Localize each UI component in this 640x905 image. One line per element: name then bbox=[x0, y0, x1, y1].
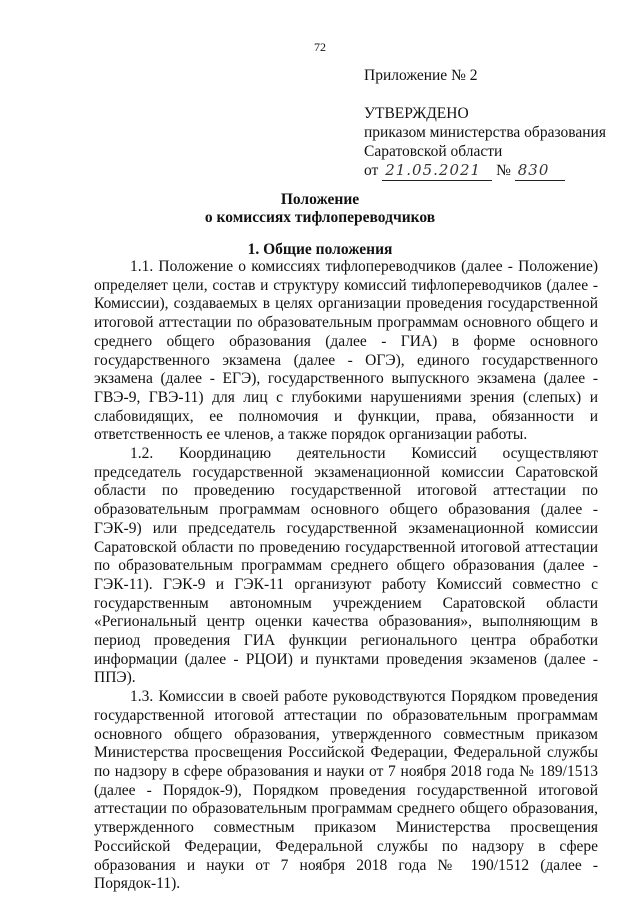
paragraph-1-3: 1.3. Комиссии в своей работе руководствуются Порядком проведения государственной итоговой аттестации по образовательным программам основного общего образования, утвержденного совместным приказом Министерства просвещения Российской Федерации, Федеральной службы по надзору в сфере образования и науки от 7 ноября 2018 года № 189/1513 (далее - Порядок-9), Порядком проведения государственной итоговой аттестации по образовательным программам среднего общего образования, утвержденного совместным приказом Министерства просвещения Российской Федерации, Федеральной службы по надзору в сфере образования и науки от 7 ноября 2018 года № 190/1512 (далее - Порядок-11). bbox=[94, 688, 598, 893]
order-line-1: приказом министерства образования bbox=[364, 124, 606, 141]
from-label: от bbox=[364, 162, 379, 179]
approval-block bbox=[364, 104, 614, 181]
order-line-2: Саратовской области bbox=[364, 143, 503, 160]
document-title: Положение bbox=[280, 191, 360, 208]
handwritten-number: 830 bbox=[515, 161, 565, 181]
section-heading: 1. Общие положения bbox=[247, 241, 393, 258]
approved-heading: УТВЕРЖДЕНО bbox=[364, 105, 469, 122]
paragraph-1-2: 1.2. Координацию деятельности Комиссий осуществляют председатель государственной экзаменационной комиссии Саратовской области по проведению государственной итоговой аттестации по образовательным программам основного общего образования (далее - ГЭК-9) или председатель государственной экзаменационной комиссии Саратовской области по проведению государственной итоговой аттестации по образовательным программам среднего общего образования (далее - ГЭК-11). ГЭК-9 и ГЭК-11 организуют работу Комиссий совместно с государственным автономным учреждением Саратовской области «Региональный центр оценки качества образования», выполняющим в период проведения ГИА функции регионального центра обработки информации (далее - РЦОИ) и пунктами проведения экзаменов (далее - ППЭ). bbox=[94, 445, 598, 687]
number-label: № bbox=[496, 162, 511, 179]
appendix-label: Приложение № 2 bbox=[364, 67, 478, 84]
handwritten-date: 21.05.2021 bbox=[382, 161, 492, 181]
paragraph-1-1: 1.1. Положение о комиссиях тифлопереводчиков (далее - Положение) определяет цели, состав и структуру комиссий тифлопереводчиков (далее - Комиссии), создаваемых в целях организации проведения государственной итоговой аттестации по образовательным программам основного общего и среднего общего образования (далее - ГИА) в форме основного государственного экзамена (далее - ОГЭ), единого государственного экзамена (далее - ЕГЭ), государственного выпускного экзамена (далее - ГВЭ-9, ГВЭ-11) для лиц с глубокими нарушениями зрения (слепых) и слабовидящих, ее полномочия и функции, права, обязанности и ответственность ее членов, а также порядок организации работы. bbox=[94, 258, 598, 444]
order-date-number-row bbox=[364, 161, 614, 181]
page-number: 72 bbox=[314, 40, 326, 54]
document-body bbox=[94, 258, 598, 894]
document-subtitle: о комиссиях тифлопереводчиков bbox=[204, 209, 436, 226]
